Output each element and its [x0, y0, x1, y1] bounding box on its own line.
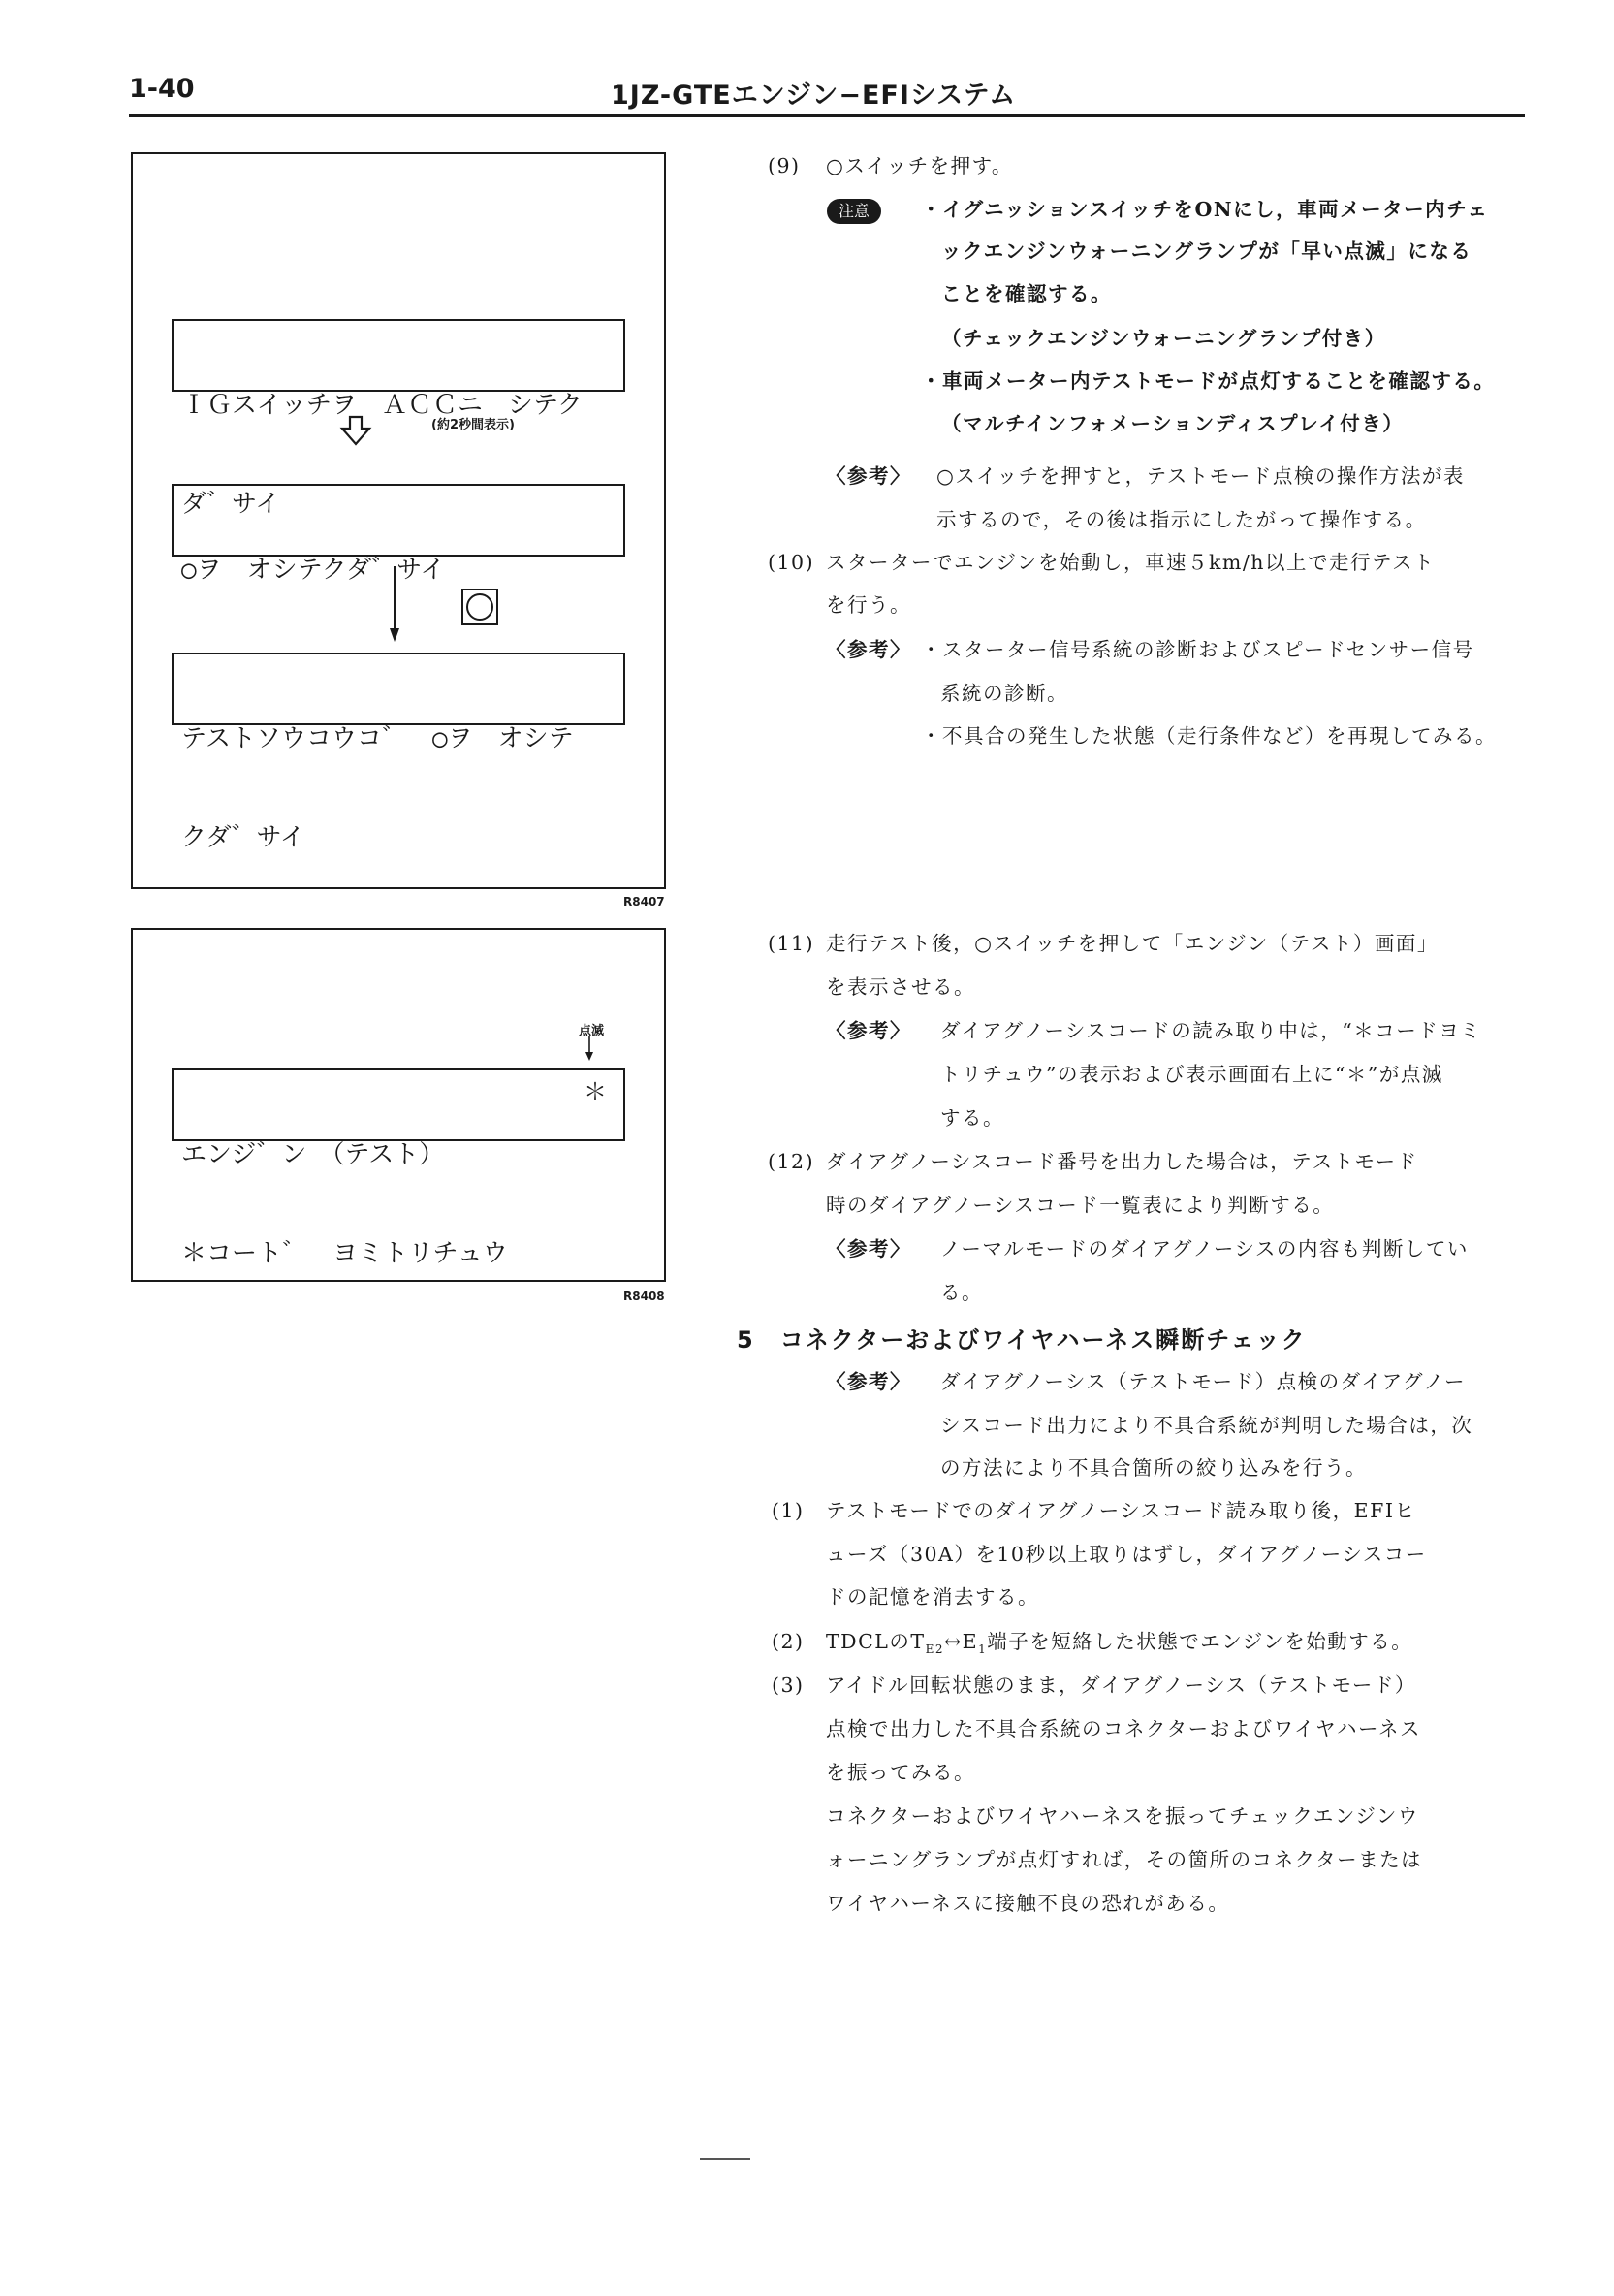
- note-text: （チェックエンジンウォーニングランプ付き）: [941, 327, 1386, 350]
- figure-code: R8407: [623, 895, 665, 909]
- step-text: コネクターおよびワイヤハーネスを振ってチェックエンジンウ: [826, 1804, 1419, 1828]
- step-text: ダイアグノーシスコード番号を出力した場合は，テストモード: [826, 1150, 1418, 1173]
- reference-text: シスコード出力により不具合系統が判明した場合は，次: [940, 1414, 1473, 1437]
- step-text: 時のダイアグノーシスコード一覧表により判断する。: [826, 1194, 1335, 1217]
- step-text: を表示させる。: [826, 975, 975, 999]
- note-text: ックエンジンウォーニングランプが「早い点滅」になる: [941, 239, 1472, 263]
- reference-text: の方法により不具合箇所の絞り込みを行う。: [940, 1456, 1367, 1480]
- figure-code: R8408: [623, 1290, 665, 1303]
- lcd-line: テストソウコウコ゛ ○ヲ オシテ: [181, 724, 574, 753]
- step-text: アイドル回転状態のまま，ダイアグノーシス（テストモード）: [826, 1674, 1416, 1697]
- lcd-screen-press-button: [172, 484, 625, 585]
- note-text: ・車両メーター内テストモードが点灯することを確認する。: [921, 369, 1496, 393]
- step-text-terminal: [826, 1629, 1412, 1663]
- hollow-down-arrow-icon: [339, 414, 372, 447]
- step-text: ワイヤハーネスに接触不良の恐れがある。: [826, 1892, 1230, 1915]
- step-text: スターターでエンジンを始動し，車速５km/h以上で走行テスト: [826, 551, 1436, 574]
- page-title: 1JZ-GTEエンジン−EFIシステム: [611, 80, 1017, 111]
- reference-text: ノーマルモードのダイアグノーシスの内容も判断してい: [940, 1237, 1469, 1260]
- lcd-line: ダ゛サイ: [181, 490, 281, 519]
- reference-text: トリチュウ”の表示および表示画面右上に“＊”が点滅: [940, 1063, 1443, 1086]
- blink-label: 点滅: [579, 1024, 605, 1038]
- reference-text: ・スターター信号系統の診断およびスピードセンサー信号: [921, 638, 1474, 661]
- reference-text: ○スイッチを押すと，テストモード点検の操作方法が表: [936, 464, 1465, 488]
- reference-tag: 〈参考〉: [826, 638, 911, 661]
- reference-text: 示するので，その後は指示にしたがって操作する。: [936, 508, 1427, 531]
- reference-tag: 〈参考〉: [826, 1019, 911, 1042]
- lcd-line: ＊コート゛ ヨミトリチュウ: [181, 1239, 508, 1268]
- lcd-blink-asterisk: ＊: [584, 1078, 607, 1105]
- lcd-line: ＩＧスイッチヲ ＡＣＣニ シテク: [181, 391, 583, 420]
- blink-indicator-arrow-icon: [584, 1036, 595, 1062]
- down-arrow-icon: [387, 566, 402, 644]
- section-heading: 5 コネクターおよびワイヤハーネス瞬断チェック: [737, 1326, 1307, 1354]
- reference-tag: 〈参考〉: [826, 1237, 911, 1260]
- reference-tag: 〈参考〉: [826, 1370, 911, 1393]
- display-interval-note: (約2秒間表示): [431, 418, 515, 432]
- lcd-line: ○ヲ オシテクダ゛サイ: [181, 556, 446, 585]
- step-number: (11): [768, 932, 815, 955]
- note-text: （マルチインフォメーションディスプレイ付き）: [941, 412, 1405, 435]
- reference-tag: 〈参考〉: [826, 464, 911, 488]
- step-text: ドの記憶を消去する。: [826, 1585, 1039, 1609]
- step-text: を振ってみる。: [826, 1761, 975, 1784]
- caution-badge: 注意: [827, 199, 881, 224]
- step-text-part: ↔E: [944, 1630, 979, 1653]
- step-text: テストモードでのダイアグノーシスコード読み取り後，EFIヒ: [826, 1499, 1416, 1522]
- step-number: (12): [768, 1150, 815, 1173]
- reference-text: する。: [940, 1106, 1004, 1130]
- step-text-part: TDCLのT: [826, 1630, 926, 1653]
- reference-text: ダイアグノーシス（テストモード）点検のダイアグノー: [940, 1370, 1467, 1393]
- note-text: ・イグニッションスイッチをONにし，車両メーター内チェ: [921, 198, 1489, 221]
- step-number: (3): [772, 1674, 805, 1697]
- step-text: 点検で出力した不具合系統のコネクターおよびワイヤハーネス: [826, 1717, 1421, 1740]
- step-number: (1): [772, 1499, 805, 1522]
- step-text: 走行テスト後，○スイッチを押して「エンジン（テスト）画面」: [826, 932, 1439, 955]
- page-number: 1-40: [129, 74, 195, 104]
- step-text-part: 端子を短絡した状態でエンジンを始動する。: [987, 1630, 1413, 1653]
- step-text: を行う。: [826, 593, 911, 617]
- step-number: (9): [768, 154, 801, 177]
- reference-text: ・不具合の発生した状態（走行条件など）を再現してみる。: [921, 724, 1497, 748]
- terminal-subscript: E2: [925, 1642, 944, 1657]
- footer-mark: [700, 2158, 750, 2160]
- step-text: ューズ（30A）を10秒以上取りはずし，ダイアグノーシスコー: [826, 1543, 1427, 1566]
- figure-panel-2: [131, 928, 666, 1282]
- header-divider: [129, 114, 1525, 117]
- reference-text: ダイアグノーシスコードの読み取り中は，“＊コードヨミ: [940, 1019, 1482, 1042]
- lcd-line: エンジ゛ン （テスト）: [181, 1140, 445, 1169]
- step-number: (10): [768, 551, 815, 574]
- circle-button-icon: [460, 588, 499, 626]
- step-text: ○スイッチを押す。: [826, 154, 1013, 177]
- step-text: ォーニングランプが点灯すれば，その箇所のコネクターまたは: [826, 1848, 1423, 1871]
- note-text: ことを確認する。: [941, 282, 1112, 305]
- step-number: (2): [772, 1630, 805, 1653]
- terminal-subscript: 1: [978, 1642, 988, 1657]
- reference-text: 系統の診断。: [940, 682, 1068, 705]
- reference-text: る。: [940, 1281, 983, 1304]
- lcd-screen-engine-test: [172, 1068, 625, 1268]
- lcd-line: クダ゛サイ: [181, 823, 305, 852]
- lcd-screen-test-drive: [172, 653, 625, 852]
- figure-panel-1: [131, 152, 666, 889]
